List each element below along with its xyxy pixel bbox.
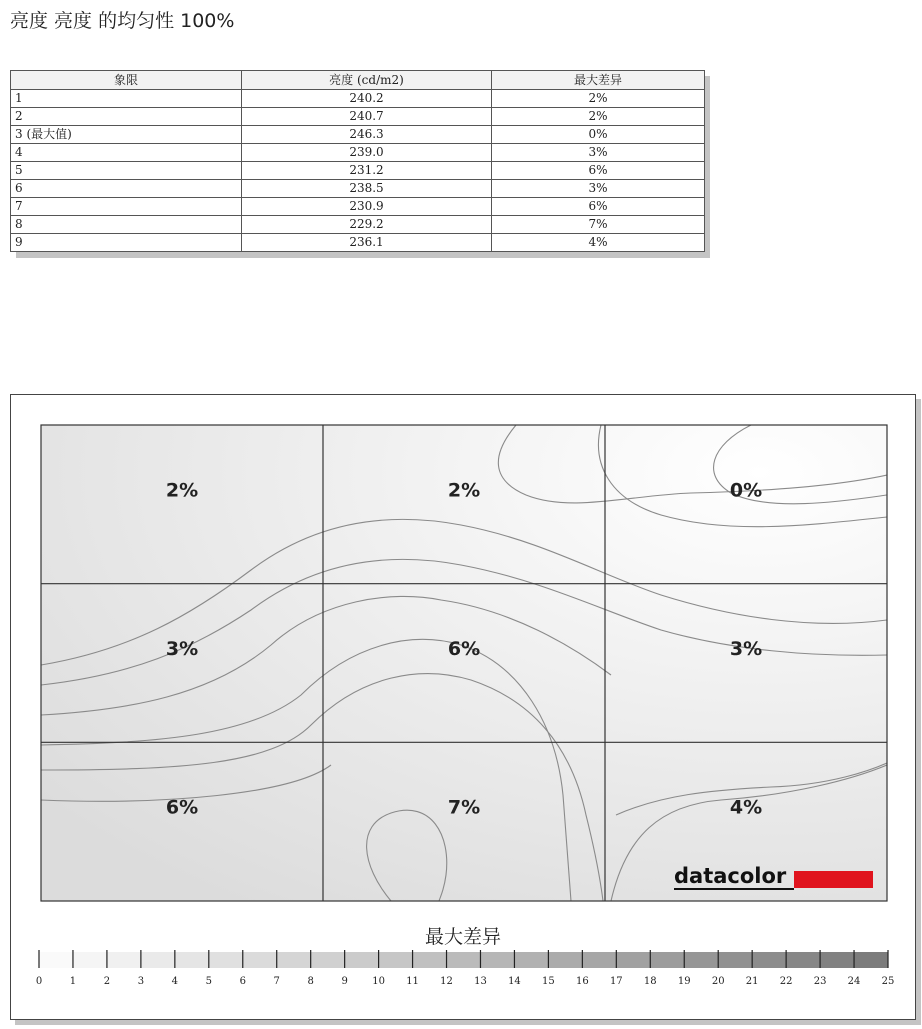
header-max-diff: 最大差异	[492, 71, 705, 90]
scale-swatch	[854, 952, 888, 968]
cell-max-diff: 3%	[492, 144, 705, 162]
heatmap-plot	[41, 425, 887, 901]
scale-tick-label: 5	[205, 976, 212, 987]
table-row	[11, 234, 705, 252]
scale-tick-label: 9	[341, 976, 348, 987]
cell-quadrant: 6	[11, 180, 242, 198]
cell-luminance: 238.5	[242, 180, 492, 198]
cell-luminance: 246.3	[242, 126, 492, 144]
scale-swatch	[413, 952, 447, 968]
table-row	[11, 126, 705, 144]
table-row	[11, 144, 705, 162]
scale-swatch	[175, 952, 209, 968]
cell-max-diff: 6%	[492, 162, 705, 180]
cell-quadrant: 5	[11, 162, 242, 180]
table-row	[11, 108, 705, 126]
scale-tick-label: 23	[813, 976, 827, 987]
scale-swatch	[616, 952, 650, 968]
scale-swatch	[379, 952, 413, 968]
cell-luminance: 240.7	[242, 108, 492, 126]
cell-quadrant: 2	[11, 108, 242, 126]
scale-tick-label: 8	[307, 976, 314, 987]
cell-max-diff: 0%	[492, 126, 705, 144]
scale-tick-label: 20	[711, 976, 725, 987]
header-quadrant: 象限	[11, 71, 242, 90]
cell-max-diff: 6%	[492, 198, 705, 216]
scale-tick-label: 0	[35, 976, 43, 987]
cell-quadrant: 7	[11, 198, 242, 216]
cell-value-label: 3%	[729, 638, 763, 660]
scale-swatch	[684, 952, 718, 968]
scale-swatch	[752, 952, 786, 968]
cell-quadrant: 9	[11, 234, 242, 252]
table-row	[11, 198, 705, 216]
cell-quadrant: 4	[11, 144, 242, 162]
scale-swatch	[73, 952, 107, 968]
scale-swatch	[480, 952, 514, 968]
table-row	[11, 180, 705, 198]
scale-tick-label: 14	[508, 976, 521, 987]
scale-swatch	[718, 952, 752, 968]
cell-luminance: 230.9	[242, 198, 492, 216]
cell-luminance: 229.2	[242, 216, 492, 234]
scale-tick-label: 15	[542, 976, 555, 987]
scale-tick-label: 19	[677, 976, 691, 987]
scale-swatch	[447, 952, 481, 968]
table-header-row	[11, 71, 705, 90]
cell-value-label: 2%	[165, 479, 199, 502]
scale-swatch	[582, 952, 616, 968]
scale-title: 最大差异	[424, 926, 502, 948]
cell-luminance: 240.2	[242, 90, 492, 108]
scale-swatch	[39, 952, 73, 968]
scale-swatch	[650, 952, 684, 968]
table-row	[11, 216, 705, 234]
scale-swatch	[820, 952, 854, 968]
cell-value-label: 0%	[729, 479, 763, 502]
page-title: 亮度 亮度 的均匀性 100%	[10, 10, 235, 32]
luminance-table	[10, 70, 705, 252]
cell-value-label: 3%	[165, 638, 199, 660]
cell-luminance: 236.1	[242, 234, 492, 252]
table-row	[11, 162, 705, 180]
scale-tick-label: 25	[881, 976, 895, 987]
scale-tick-label: 2	[103, 976, 111, 987]
scale-tick-label: 16	[575, 976, 589, 987]
scale-tick-label: 22	[779, 976, 793, 987]
scale-swatch	[141, 952, 175, 968]
luminance-table-container	[10, 70, 704, 252]
scale-tick-label: 21	[745, 976, 759, 987]
cell-quadrant: 3 (最大值)	[11, 126, 242, 144]
cell-value-label: 6%	[447, 638, 481, 660]
scale-swatch	[548, 952, 582, 968]
cell-quadrant: 8	[11, 216, 242, 234]
scale-swatch	[514, 952, 548, 968]
scale-tick-label: 4	[171, 976, 179, 987]
cell-max-diff: 3%	[492, 180, 705, 198]
scale-tick-label: 1	[69, 976, 77, 987]
scale-swatch	[107, 952, 141, 968]
scale-tick-label: 13	[474, 976, 487, 987]
cell-max-diff: 2%	[492, 90, 705, 108]
cell-luminance: 239.0	[242, 144, 492, 162]
logo-red-bar	[794, 871, 873, 888]
uniformity-chart	[11, 395, 915, 1019]
scale-swatch	[277, 952, 311, 968]
cell-value-label: 6%	[165, 796, 199, 819]
scale-tick-label: 11	[406, 976, 419, 987]
color-scale	[36, 950, 895, 987]
cell-max-diff: 7%	[492, 216, 705, 234]
scale-tick-label: 7	[273, 976, 280, 987]
scale-swatch	[209, 952, 243, 968]
cell-max-diff: 4%	[492, 234, 705, 252]
scale-tick-label: 12	[440, 976, 453, 987]
datacolor-wordmark: datacolor	[674, 864, 787, 888]
cell-quadrant: 1	[11, 90, 242, 108]
scale-swatch	[311, 952, 345, 968]
table-row	[11, 90, 705, 108]
scale-tick-label: 17	[609, 976, 623, 987]
scale-swatch	[786, 952, 820, 968]
scale-swatch	[243, 952, 277, 968]
cell-max-diff: 2%	[492, 108, 705, 126]
cell-luminance: 231.2	[242, 162, 492, 180]
scale-tick-label: 18	[643, 976, 657, 987]
scale-tick-label: 24	[847, 976, 861, 987]
uniformity-chart-frame	[10, 394, 916, 1020]
cell-value-label: 2%	[447, 479, 481, 502]
cell-value-label: 7%	[447, 796, 481, 819]
header-luminance: 亮度 (cd/m2)	[242, 71, 492, 90]
scale-tick-label: 10	[372, 976, 385, 987]
logo-underline	[674, 888, 794, 890]
scale-swatch	[345, 952, 379, 968]
cell-value-label: 4%	[729, 796, 763, 819]
scale-tick-label: 3	[137, 976, 145, 987]
scale-tick-label: 6	[239, 976, 246, 987]
